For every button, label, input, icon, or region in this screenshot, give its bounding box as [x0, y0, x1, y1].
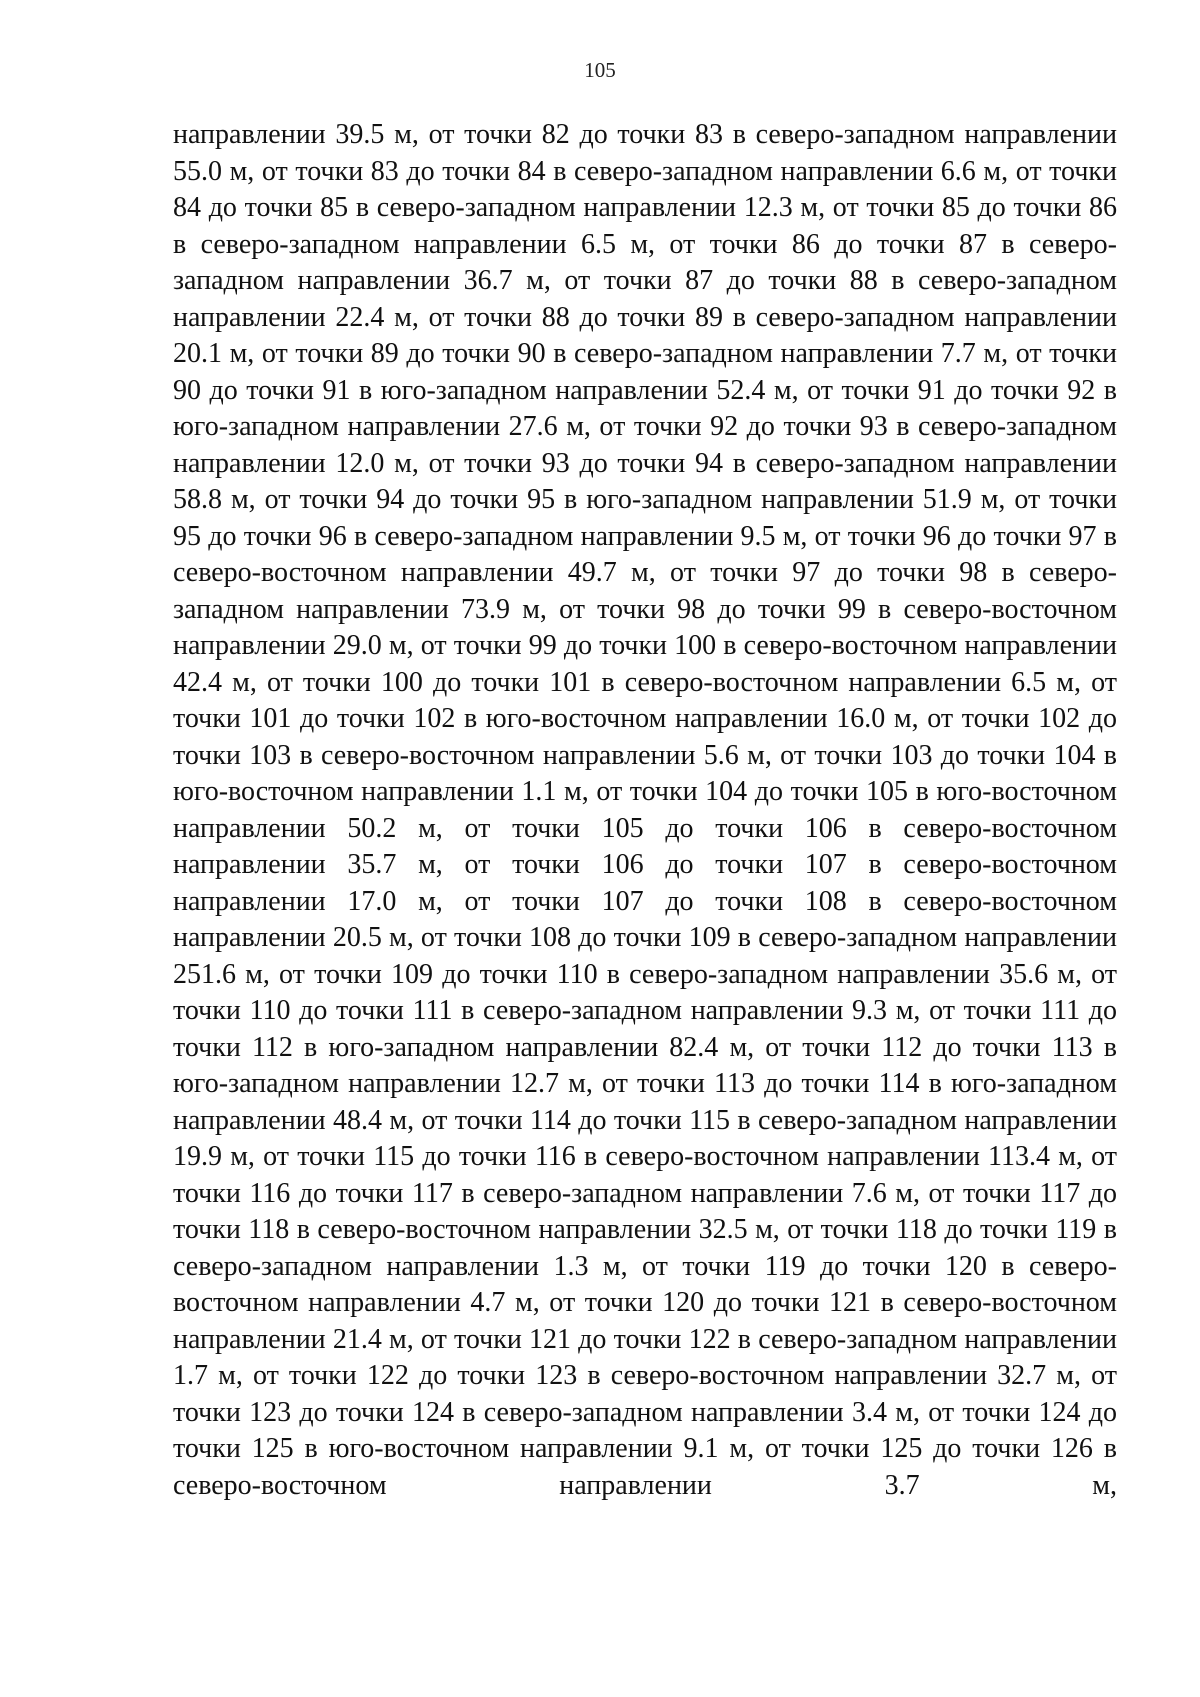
body-paragraph: направлении 39.5 м, от точки 82 до точки 83 в северо-западном направлении 55.0 м, от точки 83 до точки 84 в северо-западном направлении 6.6 м, от точки 84 до точки 85 в северо-западном направлении 12.3 м, от точки 85 до точки 86 в северо-западном направлении 6.5 м, от точки 86 до точки 87 в северо-западном направлении 36.7 м, от точки 87 до точки 88 в северо-западном направлении 22.4 м, от точки 88 до точки 89 в северо-западном направлении 20.1 м, от точки 89 до точки 90 в северо-западном направлении 7.7 м, от точки 90 до точки 91 в юго-западном направлении 52.4 м, от точки 91 до точки 92 в юго-западном направлении 27.6 м, от точки 92 до точки 93 в северо-западном направлении 12.0 м, от точки 93 до точки 94 в северо-западном направлении 58.8 м, от точки 94 до точки 95 в юго-западном направлении 51.9 м, от точки 95 до точки 96 в северо-западном направлении 9.5 м, от точки 96 до точки 97 в северо-восточном направлении 49.7 м, от точки 97 до точки 98 в северо-западном направлении 73.9 м, от точки 98 до точки 99 в северо-восточном направлении 29.0 м, от точки 99 до точки 100 в северо-восточном направлении 42.4 м, от точки 100 до точки 101 в северо-восточном направлении 6.5 м, от точки 101 до точки 102 в юго-восточном направлении 16.0 м, от точки 102 до точки 103 в северо-восточном направлении 5.6 м, от точки 103 до точки 104 в юго-восточном направлении 1.1 м, от точки 104 до точки 105 в юго-восточном направлении 50.2 м, от точки 105 до точки 106 в северо-восточном направлении 35.7 м, от точки 106 до точки 107 в северо-восточном направлении 17.0 м, от точки 107 до точки 108 в северо-восточном направлении 20.5 м, от точки 108 до точки 109 в северо-западном направлении 251.6 м, от точки 109 до точки 110 в северо-западном направлении 35.6 м, от точки 110 до точки 111 в северо-западном направлении 9.3 м, от точки 111 до точки 112 в юго-западном направлении 82.4 м, от точки 112 до точки 113 в юго-западном направлении 12.7 м, от точки 113 до точки 114 в юго-западном направлении 48.4 м, от точки 114 до точки 115 в северо-западном направлении 19.9 м, от точки 115 до точки 116 в северо-восточном направлении 113.4 м, от точки 116 до точки 117 в северо-западном направлении 7.6 м, от точки 117 до точки 118 в северо-восточном направлении 32.5 м, от точки 118 до точки 119 в северо-западном направлении 1.3 м, от точки 119 до точки 120 в северо-восточном направлении 4.7 м, от точки 120 до точки 121 в северо-восточном направлении 21.4 м, от точки 121 до точки 122 в северо-западном направлении 1.7 м, от точки 122 до точки 123 в северо-восточном направлении 32.7 м, от точки 123 до точки 124 в северо-западном направлении 3.4 м, от точки 124 до точки 125 в юго-восточном направлении 9.1 м, от точки 125 до точки 126 в северо-восточном направлении 3.7 м,	[173, 119, 1117, 1501]
page-number: 105	[584, 58, 616, 82]
